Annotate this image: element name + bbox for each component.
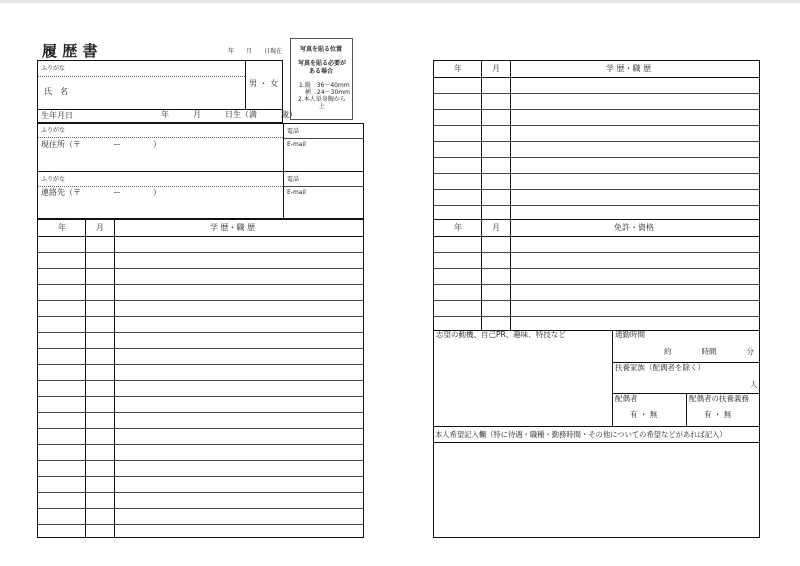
year-column-divider <box>481 61 482 219</box>
address-label: 現住所（〒 ー ） <box>41 140 161 149</box>
dependents-label: 扶養家族（配偶者を除く） <box>615 363 705 372</box>
licenses-header-divider <box>434 236 759 237</box>
table-row <box>434 300 759 301</box>
licenses-month-header: 月 <box>492 223 500 232</box>
photo-spec-4: 上 <box>319 103 326 110</box>
history-header-divider <box>434 77 759 78</box>
history-title-header: 学 歴・職 歴 <box>210 223 256 232</box>
photo-note-1: 写真を貼る必要が <box>298 60 347 67</box>
table-row <box>434 125 759 126</box>
commute-label: 通勤時間 <box>615 330 645 339</box>
birth-fields[interactable]: 年 月 日生（満 歳） <box>161 110 297 119</box>
name-label: 氏 名 <box>44 87 68 96</box>
motivation-label: 志望の動機、自己PR、趣味、特技など <box>436 330 566 339</box>
contact-phone-label: 電話 <box>287 176 300 183</box>
address-phone-label: 電話 <box>287 128 300 135</box>
resume-title: 履 歴 書 <box>42 42 98 60</box>
history-title-header: 学 歴・職 歴 <box>606 64 652 73</box>
address-email-label: E-mail <box>287 141 306 148</box>
dependents-unit: 人 <box>750 380 758 389</box>
month-column-divider <box>510 61 511 219</box>
licenses-table <box>433 219 760 331</box>
table-row <box>434 205 759 206</box>
name-furigana-label: ふりがな <box>41 65 66 72</box>
table-row <box>434 284 759 285</box>
commute-value[interactable]: 約 時間 分 <box>664 347 754 356</box>
contact-furigana-label: ふりがな <box>41 176 66 183</box>
history-year-header: 年 <box>454 64 462 73</box>
photo-spec-2: 横 24～30mm <box>305 89 350 96</box>
licenses-year-header: 年 <box>454 223 462 232</box>
history-year-header: 年 <box>58 223 66 232</box>
spouse-divider <box>686 393 687 427</box>
table-row <box>434 157 759 158</box>
table-row <box>434 189 759 190</box>
table-row <box>434 141 759 142</box>
history-month-header: 月 <box>492 64 500 73</box>
history-month-header: 月 <box>96 223 104 232</box>
requests-header-divider <box>433 442 760 443</box>
gender-select[interactable]: 男 ・ 女 <box>249 79 279 88</box>
spouse-label: 配偶者 <box>615 394 638 403</box>
photo-note-2: ある場合 <box>309 68 334 75</box>
commute-column-divider <box>612 330 613 427</box>
history-table-right <box>433 60 760 220</box>
spouse-value[interactable]: 有 ・ 無 <box>630 410 658 419</box>
spouse-support-label: 配偶者の扶養義務 <box>689 394 749 403</box>
table-row <box>434 316 759 317</box>
address-furigana-label: ふりがな <box>41 127 66 134</box>
requests-label: 本人希望記入欄（特に待遇・職種・勤務時間・その他についての希望などがあれば記入） <box>435 430 727 439</box>
photo-spec-3: 2.本人単身胸から <box>298 96 346 103</box>
licenses-title-header: 免許・資格 <box>614 223 654 232</box>
table-row <box>434 268 759 269</box>
table-row <box>434 93 759 94</box>
as-of-date-label: 年 月 日現在 <box>228 48 283 55</box>
table-row <box>434 109 759 110</box>
contact-email-label: E-mail <box>287 189 306 196</box>
table-row <box>434 173 759 174</box>
contact-label: 連絡先（〒 ー ） <box>41 188 161 197</box>
photo-heading: 写真を貼る位置 <box>300 46 343 53</box>
table-row <box>434 252 759 253</box>
spouse-support-value[interactable]: 有 ・ 無 <box>704 410 732 419</box>
birth-label: 生年月日 <box>41 111 73 120</box>
photo-spec-1: 1.縦 36～40mm <box>299 82 350 89</box>
